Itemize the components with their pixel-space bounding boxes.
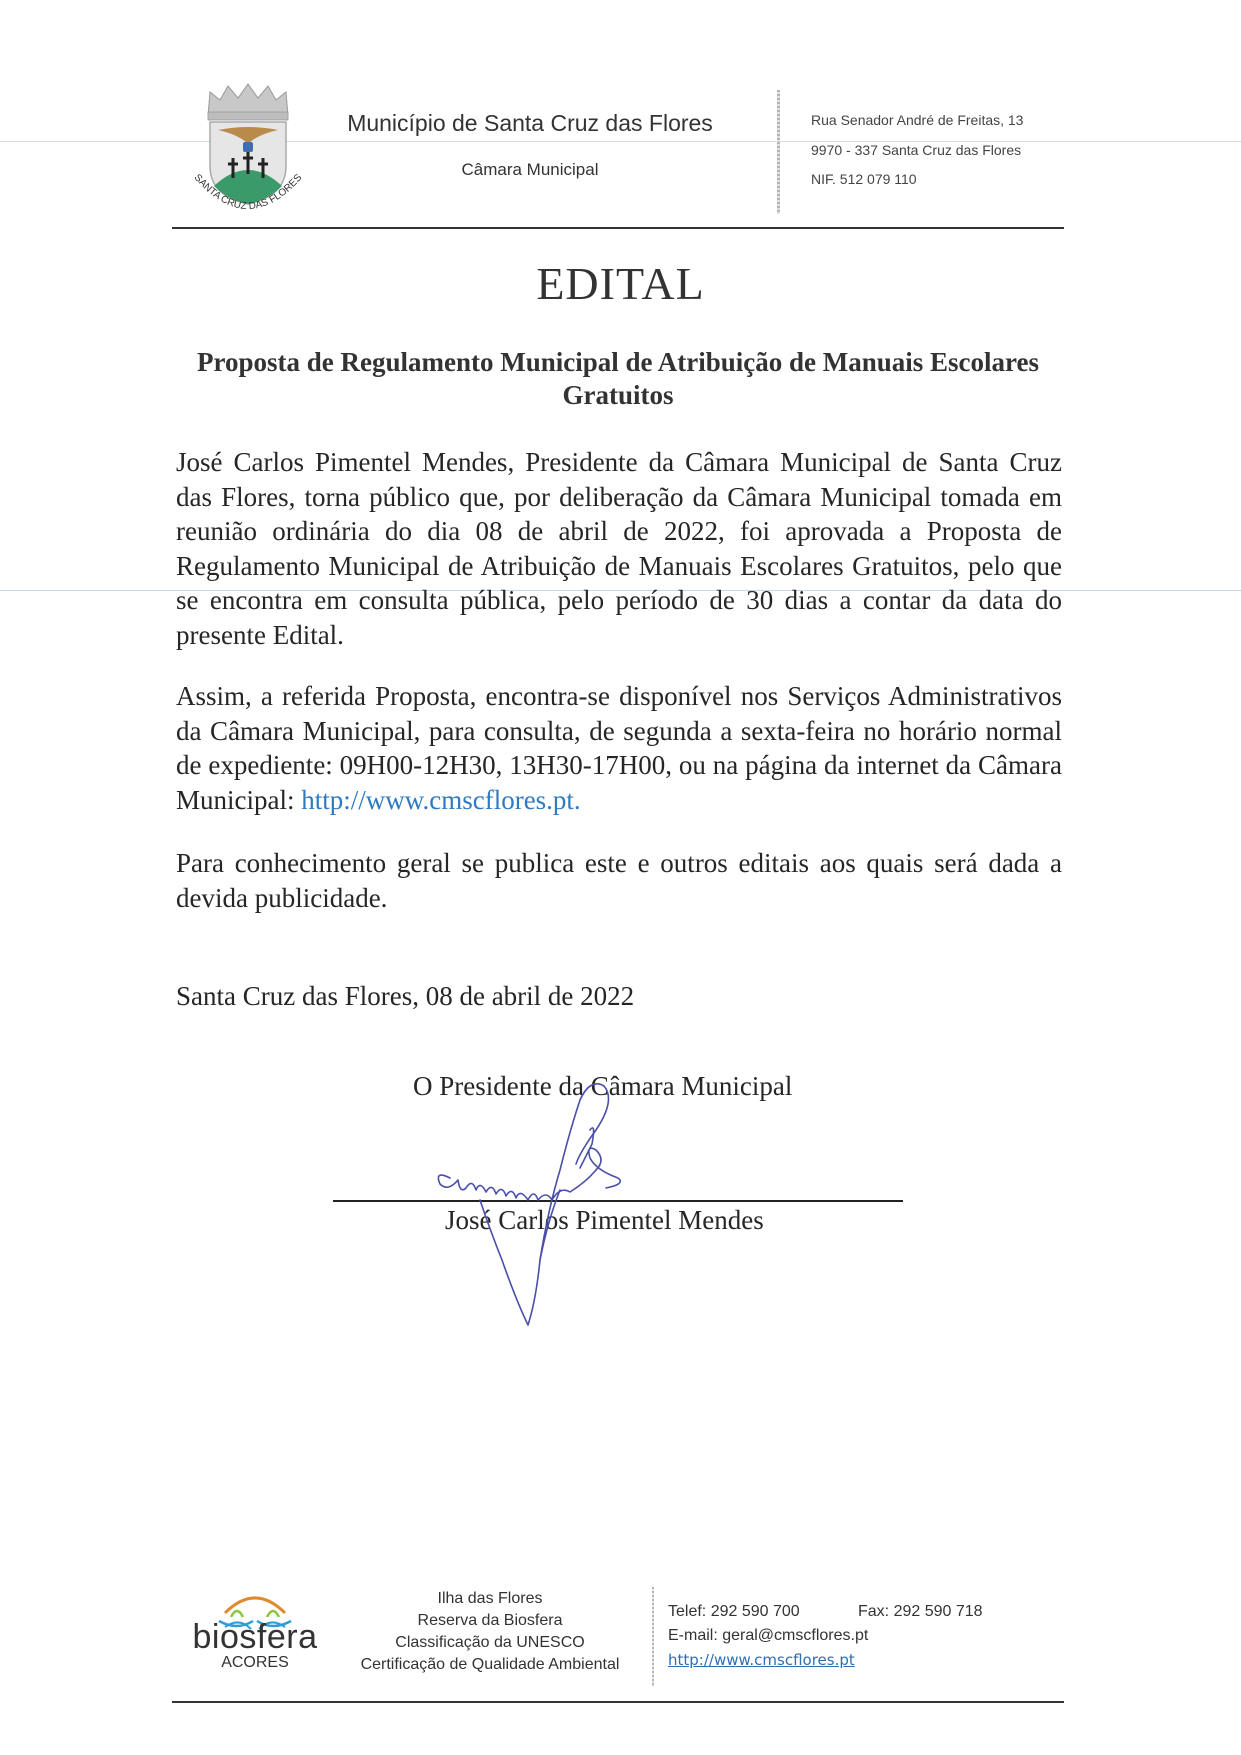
footer-fax: Fax: 292 590 718 bbox=[858, 1603, 983, 1620]
document-subtitle: Proposta de Regulamento Municipal de Atribuição de Manuais Escolares Gratuitos bbox=[196, 347, 1040, 410]
tax-id: NIF. 512 079 110 bbox=[811, 171, 917, 187]
address-postal: 9970 - 337 Santa Cruz das Flores bbox=[811, 142, 1022, 158]
signatory-role: O Presidente da Câmara Municipal bbox=[413, 1071, 793, 1101]
signatory-name: José Carlos Pimentel Mendes bbox=[445, 1205, 764, 1235]
crest-motto: SANTA CRUZ DAS FLORES bbox=[191, 172, 305, 213]
address-street: Rua Senador André de Freitas, 13 bbox=[811, 112, 1024, 128]
footer-certification: Certificação de Qualidade Ambiental bbox=[360, 1656, 620, 1673]
body-paragraph-1: José Carlos Pimentel Mendes, Presidente da Câmara Municipal de Santa Cruz das Flores, torna público que, por deliberação da Câmara Municipal tomada em reunião ordinária do dia 08 de abril de 2022, foi aprovada a Proposta de Regulamento Municipal de Atribuição de Manuais Escolares Gratuitos, pelo que se encontra em consulta pública, pelo período de 30 dias a contar da data do presente Edital. bbox=[176, 447, 1062, 650]
footer-email[interactable]: E-mail: geral@cmscflores.pt bbox=[668, 1627, 869, 1644]
footer-reserve: Reserva da Biosfera bbox=[417, 1612, 563, 1629]
footer-certifications bbox=[340, 1588, 640, 1676]
footer-website-link[interactable]: http://www.cmscflores.pt bbox=[668, 1651, 855, 1669]
biosfera-wordmark: biosfera bbox=[192, 1618, 318, 1656]
footer-phone: Telef: 292 590 700 bbox=[668, 1603, 800, 1620]
municipality-name: Município de Santa Cruz das Flores bbox=[347, 110, 713, 136]
body-paragraph-3: Para conhecimento geral se publica este e outros editais aos quais será dada a devida publicidade. bbox=[176, 848, 1062, 913]
footer-website-row bbox=[668, 1651, 855, 1670]
council-name: Câmara Municipal bbox=[461, 160, 599, 179]
header-divider bbox=[777, 90, 780, 214]
scan-artifact-line bbox=[0, 141, 1241, 142]
handwritten-signature bbox=[420, 1060, 720, 1340]
website-link-inline[interactable]: http://www.cmscflores.pt. bbox=[301, 784, 581, 815]
header-rule bbox=[172, 227, 1064, 229]
footer-classification: Classificação da UNESCO bbox=[395, 1634, 585, 1651]
footer-island: Ilha das Flores bbox=[437, 1590, 543, 1607]
document-title: EDITAL bbox=[536, 258, 705, 309]
biosfera-region: ACORES bbox=[221, 1654, 289, 1671]
municipal-crest-logo bbox=[188, 78, 308, 218]
place-and-date: Santa Cruz das Flores, 08 de abril de 2022 bbox=[176, 981, 635, 1011]
paragraph-2-text: Assim, a referida Proposta, encontra-se disponível nos Serviços Administrativos da Câmara Municipal, para consulta, de segunda a sexta-feira no horário normal de expediente: 09H00-12H30, 13H30-17H00, ou na página da internet da Câmara Municipal: bbox=[176, 681, 1062, 815]
footer-divider bbox=[652, 1587, 654, 1687]
footer-rule bbox=[172, 1701, 1064, 1703]
body-paragraph-2 bbox=[176, 679, 1062, 817]
